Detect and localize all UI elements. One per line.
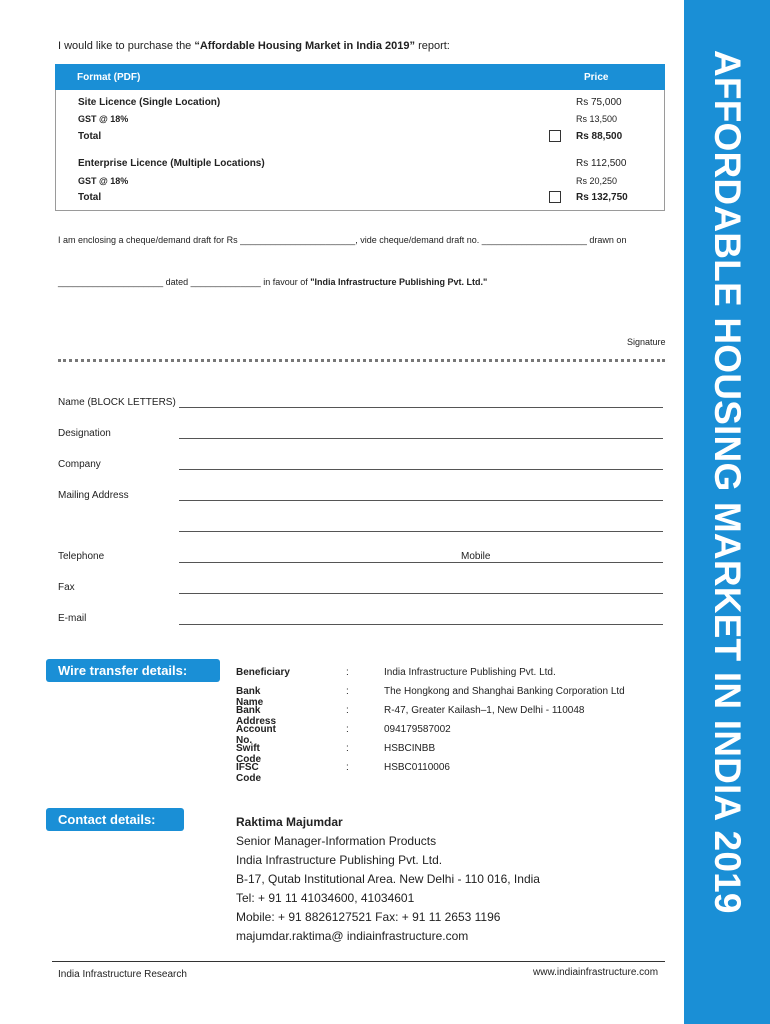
- intro-text: [58, 40, 450, 52]
- site-total-value: Rs 88,500: [576, 131, 623, 142]
- contact-name: Raktima Majumdar: [236, 815, 343, 829]
- wire-field-label: Beneficiary: [236, 667, 290, 678]
- address-label: Mailing Address: [58, 490, 129, 501]
- contact-line: Senior Manager-Information Products: [236, 834, 437, 848]
- enterprise-total-label: Total: [78, 192, 102, 203]
- email-label: E-mail: [58, 613, 87, 624]
- address-field-2[interactable]: [179, 531, 663, 532]
- address-field-1[interactable]: [179, 500, 663, 501]
- wire-field-value: India Infrastructure Publishing Pvt. Ltd.: [384, 667, 556, 678]
- intro-prefix: I would like to purchase the: [58, 40, 195, 52]
- site-total-label: Total: [78, 131, 102, 142]
- company-field[interactable]: [179, 469, 663, 470]
- wire-field-label: Bank Name: [236, 686, 264, 708]
- site-licence-label: Site Licence (Single Location): [78, 97, 221, 108]
- signature-label: Signature: [627, 337, 666, 347]
- wire-field-separator: :: [346, 705, 349, 716]
- site-gst-label: GST @ 18%: [78, 114, 129, 124]
- company-label: Company: [58, 459, 101, 470]
- name-field[interactable]: [179, 407, 663, 408]
- enterprise-licence-label: Enterprise Licence (Multiple Locations): [78, 158, 265, 169]
- site-gst-value: Rs 13,500: [576, 114, 618, 124]
- side-title: AFFORDABLE HOUSING MARKET IN INDIA 2019: [707, 50, 748, 914]
- wire-field-separator: :: [346, 686, 349, 697]
- telephone-label: Telephone: [58, 551, 105, 562]
- contact-heading: Contact details:: [46, 808, 184, 831]
- wire-transfer-heading: Wire transfer details:: [46, 659, 220, 682]
- wire-field-value: HSBC0110006: [384, 762, 450, 773]
- wire-field-value: R-47, Greater Kailash–1, New Delhi - 110048: [384, 705, 585, 716]
- fax-field[interactable]: [179, 593, 663, 594]
- price-table-header: [55, 64, 665, 90]
- wire-field-separator: :: [346, 724, 349, 735]
- contact-line: majumdar.raktima@ indiainfrastructure.com: [236, 929, 469, 943]
- contact-line: Tel: + 91 11 41034600, 41034601: [236, 891, 415, 905]
- contact-line: B-17, Qutab Institutional Area. New Delhi - 110 016, India: [236, 872, 540, 886]
- wire-field-label: Account No.: [236, 724, 276, 746]
- enterprise-licence-price: Rs 112,500: [576, 158, 627, 169]
- footer-website[interactable]: www.indiainfrastructure.com: [533, 967, 659, 978]
- wire-field-label: Bank Address: [236, 705, 277, 727]
- wire-field-value: HSBCINBB: [384, 743, 436, 754]
- intro-suffix: report:: [415, 40, 450, 52]
- email-field[interactable]: [179, 624, 663, 625]
- contact-line: Mobile: + 91 8826127521 Fax: + 91 11 2653 1196: [236, 910, 501, 924]
- enterprise-gst-value: Rs 20,250: [576, 176, 618, 186]
- format-header: Format (PDF): [77, 72, 141, 83]
- contact-line: India Infrastructure Publishing Pvt. Ltd.: [236, 853, 443, 867]
- designation-label: Designation: [58, 428, 111, 439]
- name-label: Name (BLOCK LETTERS): [58, 397, 176, 408]
- wire-field-label: Swift Code: [236, 743, 261, 765]
- wire-field-separator: :: [346, 743, 349, 754]
- divider: [58, 359, 665, 362]
- designation-field[interactable]: [179, 438, 663, 439]
- enterprise-licence-checkbox[interactable]: [549, 191, 561, 203]
- wire-field-separator: :: [346, 667, 349, 678]
- price-header: Price: [584, 72, 609, 83]
- fax-label: Fax: [58, 582, 75, 593]
- report-name: “Affordable Housing Market in India 2019”: [194, 40, 416, 52]
- enterprise-total-value: Rs 132,750: [576, 192, 628, 203]
- wire-field-value: The Hongkong and Shanghai Banking Corporation Ltd: [384, 686, 625, 697]
- footer-company: India Infrastructure Research: [58, 969, 187, 980]
- site-licence-price: Rs 75,000: [576, 97, 622, 108]
- cheque-payee: "India Infrastructure Publishing Pvt. Ltd.": [310, 277, 488, 287]
- telephone-mobile-field[interactable]: [179, 562, 663, 563]
- footer-divider: [52, 961, 665, 962]
- cheque-line-2-prefix: _____________________ dated ______________ in favour of: [58, 277, 311, 287]
- wire-field-label: IFSC Code: [236, 762, 261, 784]
- wire-field-separator: :: [346, 762, 349, 773]
- site-licence-checkbox[interactable]: [549, 130, 561, 142]
- mobile-label: Mobile: [461, 551, 491, 562]
- cheque-line-1: I am enclosing a cheque/demand draft for Rs _______________________, vide cheque/demand draft no. _____________________ drawn on: [58, 235, 627, 245]
- wire-field-value: 094179587002: [384, 724, 451, 735]
- cheque-line-2: [58, 277, 487, 287]
- enterprise-gst-label: GST @ 18%: [78, 176, 129, 186]
